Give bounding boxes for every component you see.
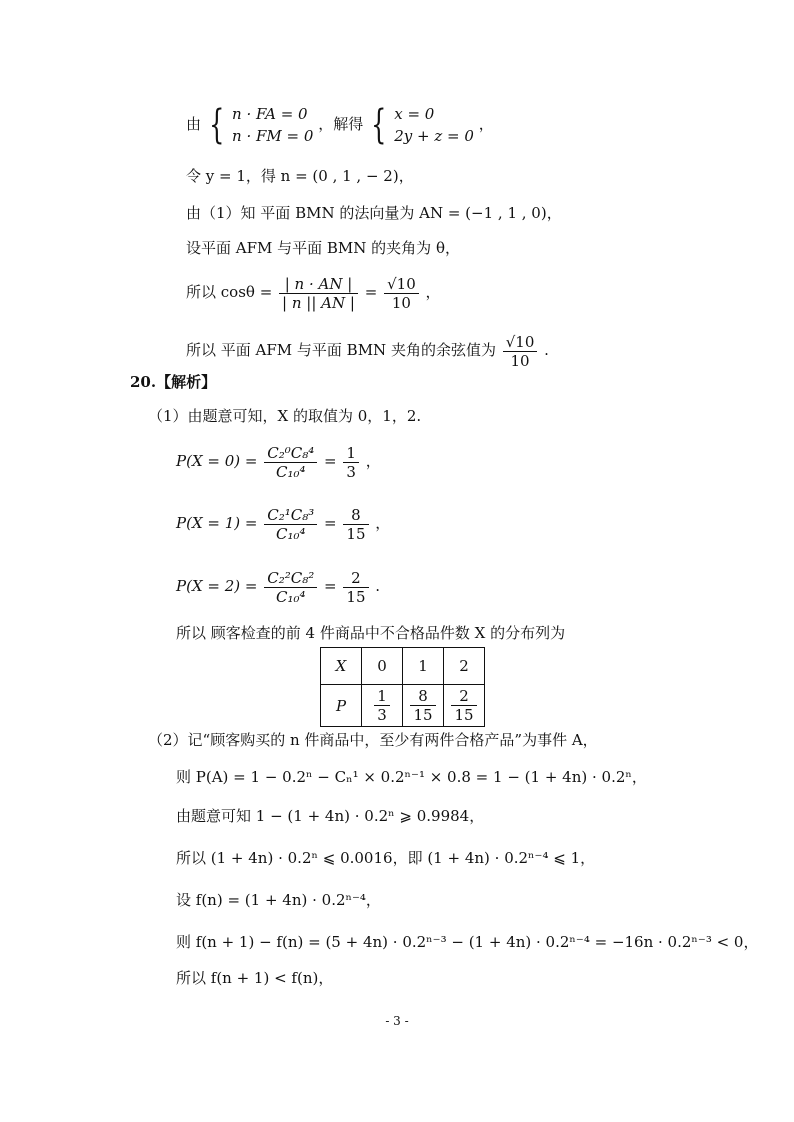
table-cell: X <box>321 648 362 685</box>
cos-prefix: 所以 cosθ = <box>186 283 273 301</box>
equation-n-dot-fa: n · FA = 0 <box>232 105 308 123</box>
fraction-numerator: 8 <box>343 506 368 525</box>
probability-x1: P(X = 1) = $\frac{\text{C₂¹C₈³}}{\text{C₁₀⁴}}$ = $\frac{8}{15}$ ， <box>176 505 391 543</box>
monotonic-line: 所以 f(n + 1) < f(n)， <box>176 969 334 987</box>
fraction-denominator: 3 <box>346 462 356 481</box>
table-row <box>321 685 485 727</box>
fraction-denominator: C₁₀⁴ <box>275 462 306 481</box>
fraction-combination <box>264 444 317 481</box>
fraction-numerator: | n · AN | <box>279 275 358 294</box>
punctuation: ， <box>478 115 494 133</box>
probability-label: P(X = 2) = <box>176 577 258 595</box>
function-definition-line: 设 f(n) = (1 + 4n) · 0.2ⁿ⁻⁴， <box>176 891 381 909</box>
conclusion-text: 所以 平面 AFM 与平面 BMN 夹角的余弦值为 <box>186 341 496 359</box>
probability-a-line: 则 P(A) = 1 − 0.2ⁿ − Cₙ¹ × 0.2ⁿ⁻¹ × 0.8 = 1 − (1 + 4n) · 0.2ⁿ， <box>176 768 647 786</box>
fraction-value <box>343 506 368 543</box>
table-cell: 2 <box>444 648 485 685</box>
part1-intro: （1）由题意可知，X 的取值为 0，1，2. <box>148 407 422 425</box>
punctuation: ， <box>375 514 391 532</box>
probability-label: P(X = 1) = <box>176 514 258 532</box>
fraction-denominator: 10 <box>510 351 530 370</box>
fraction-value <box>343 444 359 481</box>
fraction-result <box>384 275 419 312</box>
table-cell: 0 <box>362 648 403 685</box>
table-row <box>321 648 485 685</box>
section-heading: 20.【解析】 <box>130 373 217 391</box>
probability-x0: P(X = 0) = $\frac{\text{C₂⁰C₈⁴}}{\text{C₁₀⁴}}$ = $\frac{1}{3}$ ， <box>176 443 381 481</box>
fraction-numerator: 1 <box>343 444 359 463</box>
fraction-cos <box>279 275 358 312</box>
left-brace: { <box>208 102 225 148</box>
fraction-numerator: C₂²C₈² <box>264 569 317 588</box>
fraction-denominator: 3 <box>377 706 387 724</box>
fraction-numerator: C₂⁰C₈⁴ <box>264 444 317 463</box>
equation-yz: 2y + z = 0 <box>394 127 474 145</box>
difference-line: 则 f(n + 1) − f(n) = (5 + 4n) · 0.2ⁿ⁻³ − (1 + 4n) · 0.2ⁿ⁻⁴ = −16n · 0.2ⁿ⁻³ < 0， <box>176 933 759 951</box>
table-cell <box>444 685 485 727</box>
fraction-numerator: C₂¹C₈³ <box>264 506 317 525</box>
fraction-denominator: 10 <box>391 293 411 312</box>
fraction-combination <box>264 506 317 543</box>
punctuation: . <box>375 577 381 595</box>
bmn-normal-line: 由（1）知 平面 BMN 的法向量为 AN = (−1 , 1 , 0)， <box>186 204 562 222</box>
fraction-conclusion <box>503 333 538 370</box>
fraction-numerator: 1 <box>374 687 390 706</box>
equation-x: x = 0 <box>394 105 435 123</box>
text-solve: ，解得 <box>318 115 364 133</box>
conclusion-line <box>186 330 549 370</box>
fraction-numerator: 8 <box>410 687 435 706</box>
normal-vector-line: 令 y = 1，得 n = (0 , 1 , − 2)， <box>186 167 414 185</box>
fraction-cell <box>451 687 476 724</box>
probability-x2: P(X = 2) = $\frac{\text{C₂²C₈²}}{\text{C₁₀⁴}}$ = $\frac{2}{15}$ . <box>176 568 381 606</box>
simplified-inequality-line: 所以 (1 + 4n) · 0.2ⁿ ⩽ 0.0016，即 (1 + 4n) · 0.2ⁿ⁻⁴ ⩽ 1， <box>176 849 596 867</box>
text-prefix: 由 <box>186 115 202 133</box>
fraction-numerator: 2 <box>343 569 368 588</box>
distribution-intro: 所以 顾客检查的前 4 件商品中不合格品件数 X 的分布列为 <box>176 624 566 642</box>
punctuation: ， <box>425 283 441 301</box>
fraction-cell <box>410 687 435 724</box>
fraction-cell <box>374 687 390 724</box>
fraction-numerator: 2 <box>451 687 476 706</box>
fraction-denominator: C₁₀⁴ <box>275 587 306 606</box>
part2-intro: （2）记“顾客购买的 n 件商品中，至少有两件合格产品”为事件 A， <box>148 731 598 749</box>
fraction-denominator: 15 <box>346 587 366 606</box>
fraction-denominator: | n || AN | <box>282 293 355 312</box>
system-equation-line <box>186 102 494 147</box>
fraction-denominator: C₁₀⁴ <box>275 524 306 543</box>
punctuation: . <box>544 341 549 359</box>
fraction-numerator: √10 <box>384 275 419 294</box>
inequality-line: 由题意可知 1 − (1 + 4n) · 0.2ⁿ ⩾ 0.9984， <box>176 807 485 825</box>
fraction-numerator: √10 <box>503 333 538 352</box>
fraction-denominator: 15 <box>346 524 366 543</box>
punctuation: ， <box>365 452 381 470</box>
fraction-combination <box>264 569 317 606</box>
angle-definition-line: 设平面 AFM 与平面 BMN 的夹角为 θ， <box>186 239 460 257</box>
equation-n-dot-fm: n · FM = 0 <box>232 127 314 145</box>
probability-label: P(X = 0) = <box>176 452 258 470</box>
table-cell <box>403 685 444 727</box>
table-cell <box>362 685 403 727</box>
table-cell: 1 <box>403 648 444 685</box>
page-number: - 3 - <box>385 1014 409 1028</box>
fraction-denominator: 15 <box>413 706 433 724</box>
fraction-denominator: 15 <box>454 706 474 724</box>
system-left <box>232 103 313 147</box>
fraction-value <box>343 569 368 606</box>
system-right <box>394 103 474 147</box>
cos-theta-line: 所以 cosθ = $\frac{| n \cdot AN |}{| n || AN |}$ = $\frac{√10}{10}$ ， <box>186 274 441 312</box>
distribution-table <box>320 647 485 727</box>
table-cell: P <box>321 685 362 727</box>
left-brace: { <box>371 102 387 148</box>
